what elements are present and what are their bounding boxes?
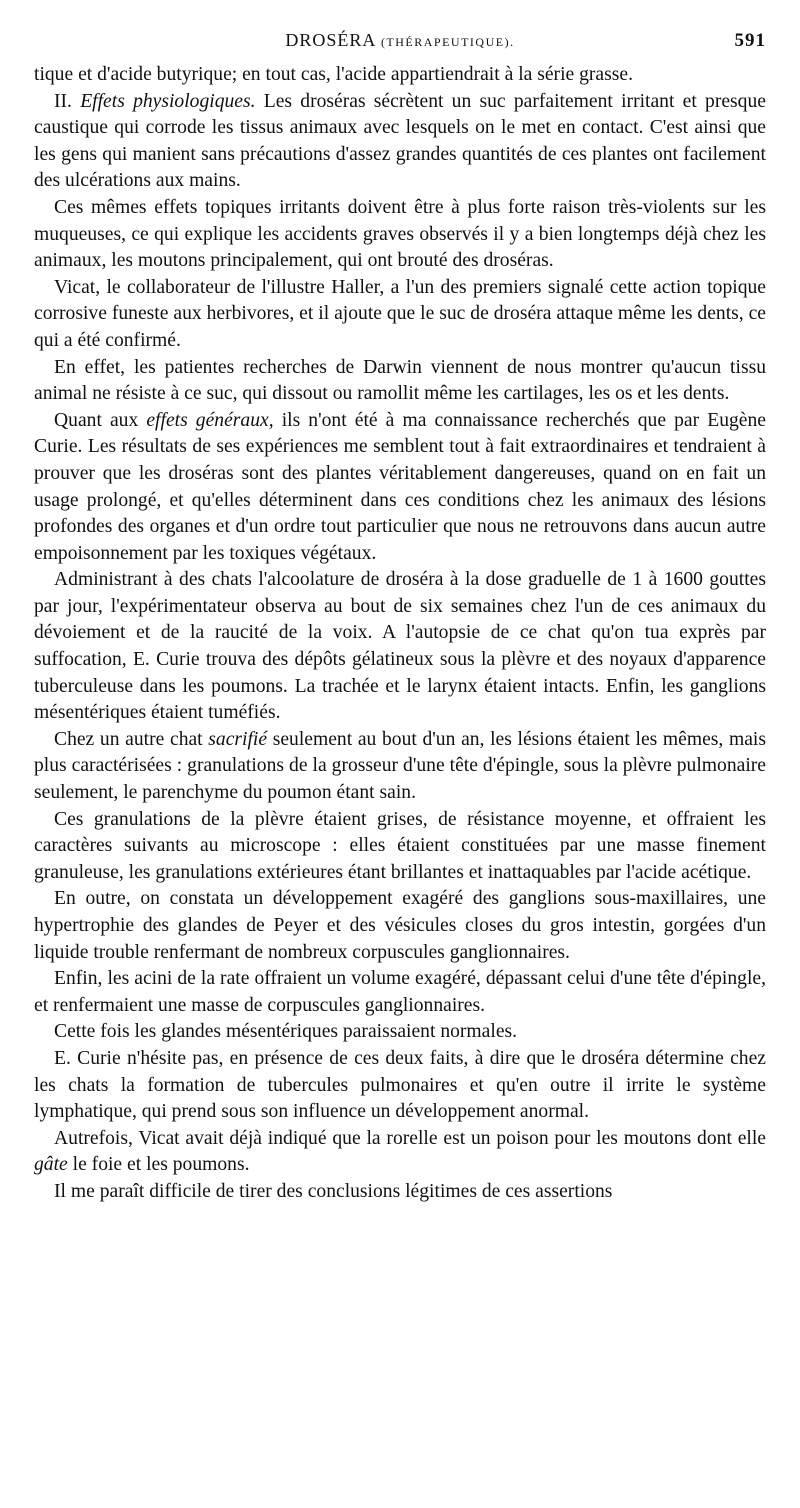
running-head: [34, 30, 766, 58]
text-run: En effet, les patientes recherches de Darwin viennent de nous montrer qu'aucun tissu animal ne résiste à ce suc, qui dissout ou ramollit même les cartilages, les os et les dents.: [34, 356, 766, 405]
paragraph: [34, 1046, 766, 1126]
text-run: Cette fois les glandes mésentériques paraissaient normales.: [54, 1021, 518, 1043]
paragraph: [34, 275, 766, 355]
body-text: [34, 62, 766, 1206]
paragraph: [34, 727, 766, 807]
paragraph: [34, 1179, 766, 1206]
text-run: Quant aux: [54, 409, 147, 431]
running-title: [34, 30, 766, 51]
text-run: E. Curie n'hésite pas, en présence de ces deux faits, à dire que le droséra détermine chez les chats la formation de tubercules pulmonaires et qu'en outre il irrite le système lymphatique, qui prend sous son influence un développement anormal.: [34, 1047, 766, 1123]
italic-text: sacrifié: [208, 728, 268, 750]
text-run: Il me paraît difficile de tirer des conclusions légitimes de ces assertions: [54, 1180, 613, 1202]
paragraph: [34, 567, 766, 727]
text-run: Enfin, les acini de la rate offraient un volume exagéré, dépassant celui d'une tête d'épingle, et renfermaient une masse de corpuscules ganglionnaires.: [34, 968, 766, 1016]
paragraph: [34, 1019, 766, 1046]
paragraph: [34, 1126, 766, 1179]
text-run: Administrant à des chats l'alcoolature de droséra à la dose graduelle de 1 à 1600 gouttes par jour, l'expérimentateur observa au bout de six semaines chez l'un de ces animaux du dévoiement et de la raucité de la voix. A l'autopsie de ce chat qu'on tua exprès par suffocation, E. Curie trouva des dépôts gélatineux sous la plèvre et des noyaux d'apparence tuberculeuse dans les poumons. La trachée et le larynx étaient intacts. Enfin, les ganglions mésentériques étaient tuméfiés.: [34, 569, 766, 724]
page-number: 591: [734, 30, 766, 51]
text-run: seulement au bout d'un an, les lésions étaient les mêmes, mais plus caractérisées : granulations de la grosseur d'une tête d'épingle, sous la plèvre pulmonaire seulement, le parenchyme du poumon étant sain.: [34, 728, 766, 804]
text-run: En outre, on constata un développement exagéré des ganglions sous-maxillaires, une hypertrophie des glandes de Peyer et des vésicules closes du gros intestin, gorgées d'un liquide trouble renfermant de nombreux corpuscules ganglionnaires.: [34, 888, 766, 963]
italic-text: effets généraux,: [146, 409, 274, 431]
text-run: Ces granulations de la plèvre étaient grises, de résistance moyenne, et offraient les caractères suivants au microscope : elles étaient constituées par une masse finement granuleuse, les granulations extérieures étant brillantes et inattaquables par l'acide acétique.: [34, 808, 766, 883]
running-title-sub: (THÉRAPEUTIQUE).: [380, 35, 515, 49]
paragraph: [34, 408, 766, 568]
paragraph: [34, 355, 766, 408]
text-run: le foie et les poumons.: [67, 1154, 250, 1176]
text-run: Chez un autre chat: [54, 728, 209, 750]
book-page: [34, 30, 766, 1206]
text-run: Vicat, le collaborateur de l'illustre Haller, a l'un des premiers signalé cette action topique corrosive funeste aux herbivores, et il ajoute que le suc de droséra attaque même les dents, ce qui a été confirmé.: [34, 276, 766, 351]
text-run: II.: [54, 90, 81, 112]
italic-text: gâte: [34, 1154, 68, 1176]
paragraph: [34, 886, 766, 966]
running-title-main: DROSÉRA: [285, 30, 376, 50]
text-run: tique et d'acide butyrique; en tout cas, l'acide appartiendrait à la série grasse.: [34, 64, 633, 85]
text-run: Autrefois, Vicat avait déjà indiqué que la rorelle est un poison pour les moutons dont elle: [54, 1127, 766, 1149]
paragraph: [34, 807, 766, 887]
paragraph-continued: [34, 62, 766, 89]
italic-text: Effets physiologiques.: [80, 90, 256, 112]
text-run: ils n'ont été à ma connaissance recherchés que par Eugène Curie. Les résultats de ses expériences me semblent tout à fait extraordinaires et tendraient à prouver que les droséras sont des plantes véritablement dangereuses, quand on en fait un usage prolongé, et qu'elles déterminent dans ces conditions chez les animaux des lésions profondes des organes et d'un ordre tout particulier que nous ne retrouvons dans aucun autre empoisonnement par les toxiques végétaux.: [34, 409, 766, 564]
text-run: Les droséras sécrètent un suc parfaitement irritant et presque caustique qui corrode les tissus animaux avec lesquels on le met en contact. C'est ainsi que les gens qui manient sans précautions d'assez grandes quantités de ces plantes ont facilement des ulcérations aux mains.: [34, 90, 766, 192]
paragraph: [34, 89, 766, 195]
paragraph: [34, 195, 766, 275]
paragraph: [34, 966, 766, 1019]
text-run: Ces mêmes effets topiques irritants doivent être à plus forte raison très-violents sur les muqueuses, ce qui explique les accidents graves observés il y a bien longtemps déjà chez les animaux, les moutons principalement, qui ont brouté des droséras.: [34, 196, 766, 272]
